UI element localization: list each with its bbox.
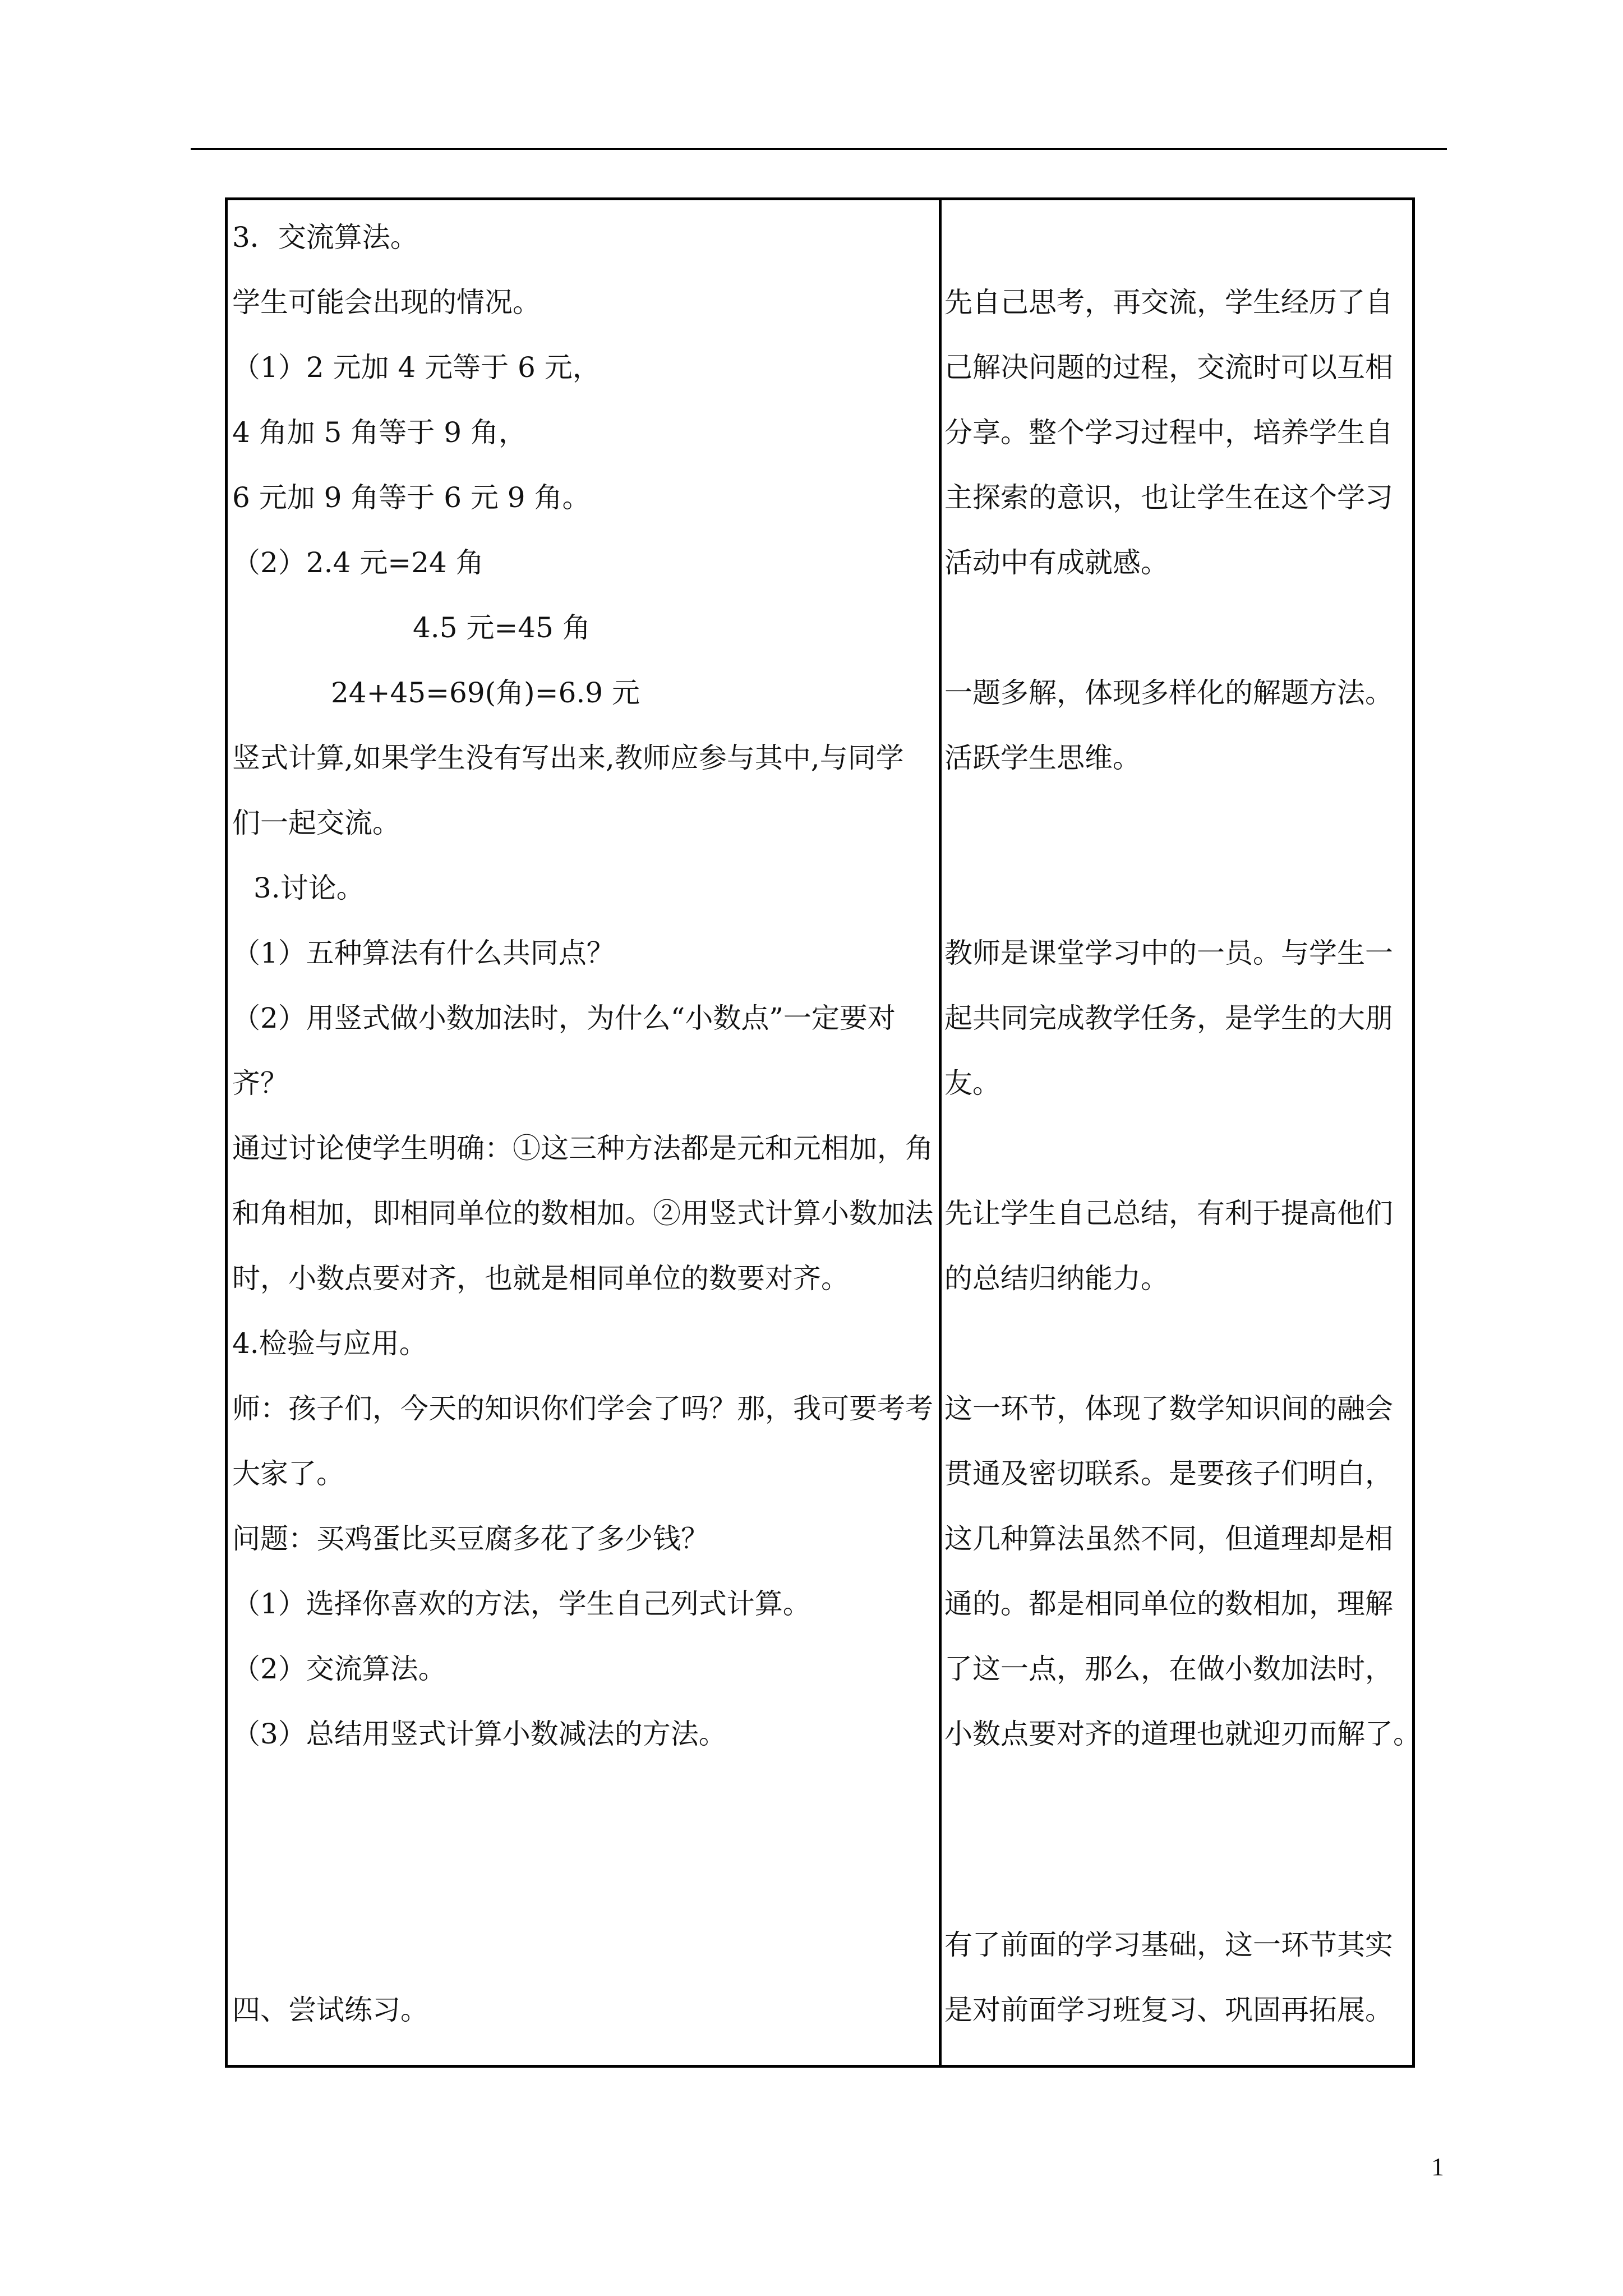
- left-line-9: 竖式计算,如果学生没有写出来,教师应参与其中,与同学: [232, 742, 904, 774]
- left-line-25: 四、尝试练习。: [232, 1994, 428, 2026]
- right-line-11: 先让学生自己总结，有利于提高他们: [944, 1197, 1393, 1230]
- left-line-12: （1）五种算法有什么共同点？: [232, 937, 615, 969]
- left-line-3: （1）2 元加 4 元等于 6 元，: [232, 351, 601, 384]
- right-line-13: 这一环节，体现了数学知识间的融会: [944, 1392, 1393, 1425]
- left-line-7: 4.5 元=45 角: [413, 611, 591, 644]
- left-line-8: 24+45=69(角)=6.9 元: [331, 677, 640, 709]
- right-line-16: 通的。都是相同单位的数相加，理解: [944, 1588, 1393, 1620]
- right-line-20: 是对前面学习班复习、巩固再拓展。: [944, 1994, 1393, 2026]
- left-line-24: （3）总结用竖式计算小数减法的方法。: [232, 1718, 727, 1750]
- left-line-14: 齐？: [232, 1067, 288, 1099]
- right-line-6: 一题多解，体现多样化的解题方法。: [944, 677, 1393, 709]
- left-line-1: 3．交流算法。: [232, 221, 418, 254]
- left-line-19: 师：孩子们，今天的知识你们学会了吗？那，我可要考考: [232, 1392, 933, 1425]
- right-line-5: 活动中有成就感。: [944, 546, 1169, 579]
- right-line-17: 了这一点，那么，在做小数加法时，: [944, 1653, 1393, 1685]
- left-line-17: 时，小数点要对齐，也就是相同单位的数要对齐。: [232, 1262, 849, 1295]
- right-line-7: 活跃学生思维。: [944, 742, 1141, 774]
- column-divider: [939, 200, 942, 2065]
- right-line-3: 分享。整个学习过程中，培养学生自: [944, 416, 1393, 449]
- header-rule: [191, 148, 1447, 150]
- left-line-23: （2）交流算法。: [232, 1653, 446, 1685]
- left-line-5: 6 元加 9 角等于 6 元 9 角。: [232, 481, 591, 514]
- left-line-10: 们一起交流。: [232, 807, 400, 839]
- left-line-15: 通过讨论使学生明确：①这三种方法都是元和元相加，角: [232, 1132, 933, 1165]
- left-line-18: 4.检验与应用。: [232, 1327, 427, 1360]
- left-line-21: 问题：买鸡蛋比买豆腐多花了多少钱？: [232, 1522, 709, 1555]
- left-line-13: （2）用竖式做小数加法时，为什么“小数点”一定要对: [232, 1002, 896, 1034]
- right-line-4: 主探索的意识，也让学生在这个学习: [944, 481, 1393, 514]
- left-line-22: （1）选择你喜欢的方法，学生自己列式计算。: [232, 1588, 811, 1620]
- page-number: 1: [1431, 2152, 1444, 2181]
- left-line-20: 大家了。: [232, 1457, 344, 1490]
- right-line-10: 友。: [944, 1067, 1000, 1099]
- right-line-19: 有了前面的学习基础，这一环节其实: [944, 1929, 1393, 1961]
- right-line-18: 小数点要对齐的道理也就迎刃而解了。: [944, 1718, 1421, 1750]
- right-line-15: 这几种算法虽然不同，但道理却是相: [944, 1522, 1393, 1555]
- right-line-2: 己解决问题的过程，交流时可以互相: [944, 351, 1393, 384]
- left-line-16: 和角相加，即相同单位的数相加。②用竖式计算小数加法: [232, 1197, 933, 1230]
- right-line-1: 先自己思考，再交流，学生经历了自: [944, 286, 1393, 319]
- left-line-2: 学生可能会出现的情况。: [232, 286, 541, 319]
- right-line-8: 教师是课堂学习中的一员。与学生一: [944, 937, 1393, 969]
- left-line-6: （2）2.4 元=24 角: [232, 546, 484, 579]
- lesson-table: [225, 197, 1421, 2068]
- left-line-4: 4 角加 5 角等于 9 角，: [232, 416, 527, 449]
- left-line-11: 3.讨论。: [253, 872, 365, 904]
- right-line-14: 贯通及密切联系。是要孩子们明白，: [944, 1457, 1393, 1490]
- right-line-12: 的总结归纳能力。: [944, 1262, 1169, 1295]
- right-line-9: 起共同完成教学任务，是学生的大朋: [944, 1002, 1393, 1034]
